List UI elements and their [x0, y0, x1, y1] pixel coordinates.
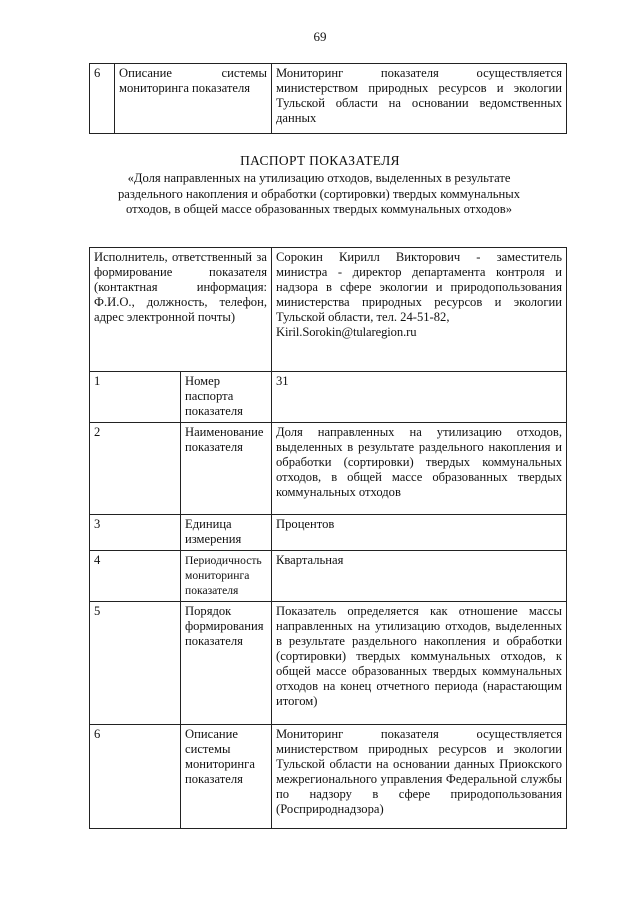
- row-label: Описание системы мониторинга показателя: [115, 64, 272, 134]
- row-label: Единица измерения: [181, 515, 272, 551]
- row-number: 5: [90, 602, 181, 725]
- row-value: 31: [272, 372, 567, 423]
- row-value: Показатель определяется как отношение массы направленных на утилизацию отходов, выделенных в результате раздельного накопления и обработки (сортировки) твердых коммунальных отходов, к общей массе образованных твердых коммунальных отходов на конец отчетного периода (нарастающим итогом): [272, 602, 567, 725]
- row-label: Периодичность мониторинга показателя: [181, 551, 272, 602]
- passport-table: [89, 247, 567, 829]
- table-row: [90, 551, 567, 602]
- executor-value: [272, 248, 567, 372]
- row-label: Номер паспорта показателя: [181, 372, 272, 423]
- row-number: 6: [90, 64, 115, 134]
- row-number: 2: [90, 423, 181, 515]
- row-label: Порядок формирования показателя: [181, 602, 272, 725]
- table-row: [90, 372, 567, 423]
- executor-info: Сорокин Кирилл Викторович - заместитель министра - директор департамента контроля и надзора в сфере экологии и природопользования министерства природных ресурсов и экологии Тульской области, тел. 24-51-82,: [276, 250, 562, 324]
- row-value: Процентов: [272, 515, 567, 551]
- table-row: [90, 515, 567, 551]
- row-label: Описание системы мониторинга показателя: [181, 725, 272, 829]
- row-value: Доля направленных на утилизацию отходов, выделенных в результате раздельного накопления и обработки (сортировки) твердых коммунальных отходов, в общей массе образованных твердых коммунальных отходов: [272, 423, 567, 515]
- row-number: 1: [90, 372, 181, 423]
- continued-table: [89, 63, 567, 134]
- passport-title: ПАСПОРТ ПОКАЗАТЕЛЯ: [240, 153, 400, 168]
- row-label: Наименование показателя: [181, 423, 272, 515]
- page-number: 69: [313, 29, 327, 44]
- row-value: Квартальная: [272, 551, 567, 602]
- row-number: 6: [90, 725, 181, 829]
- row-value: Мониторинг показателя осуществляется министерством природных ресурсов и экологии Тульской области на основании ведомственных данных: [272, 64, 567, 134]
- row-number: 3: [90, 515, 181, 551]
- table-row: [90, 602, 567, 725]
- passport-subtitle: «Доля направленных на утилизацию отходов, выделенных в результате раздельного накопления и обработки (сортировки) твердых коммунальных отходов, в общей массе образованных твердых коммунальных отходов»: [117, 171, 520, 217]
- row-value: Мониторинг показателя осуществляется министерством природных ресурсов и экологии Тульской области на основании данных Приокского межрегионального управления Федеральной службы по надзору в сфере природопользования (Росприроднадзора): [272, 725, 567, 829]
- table-row-executor: [90, 248, 567, 372]
- table-row: [90, 725, 567, 829]
- table-row: [90, 423, 567, 515]
- executor-label: Исполнитель, ответственный за формирование показателя (контактная информация: Ф.И.О., должность, телефон, адрес электронной почты): [90, 248, 272, 372]
- executor-email: Kiril.Sorokin@tularegion.ru: [276, 325, 417, 339]
- row-number: 4: [90, 551, 181, 602]
- table-row: [90, 64, 567, 134]
